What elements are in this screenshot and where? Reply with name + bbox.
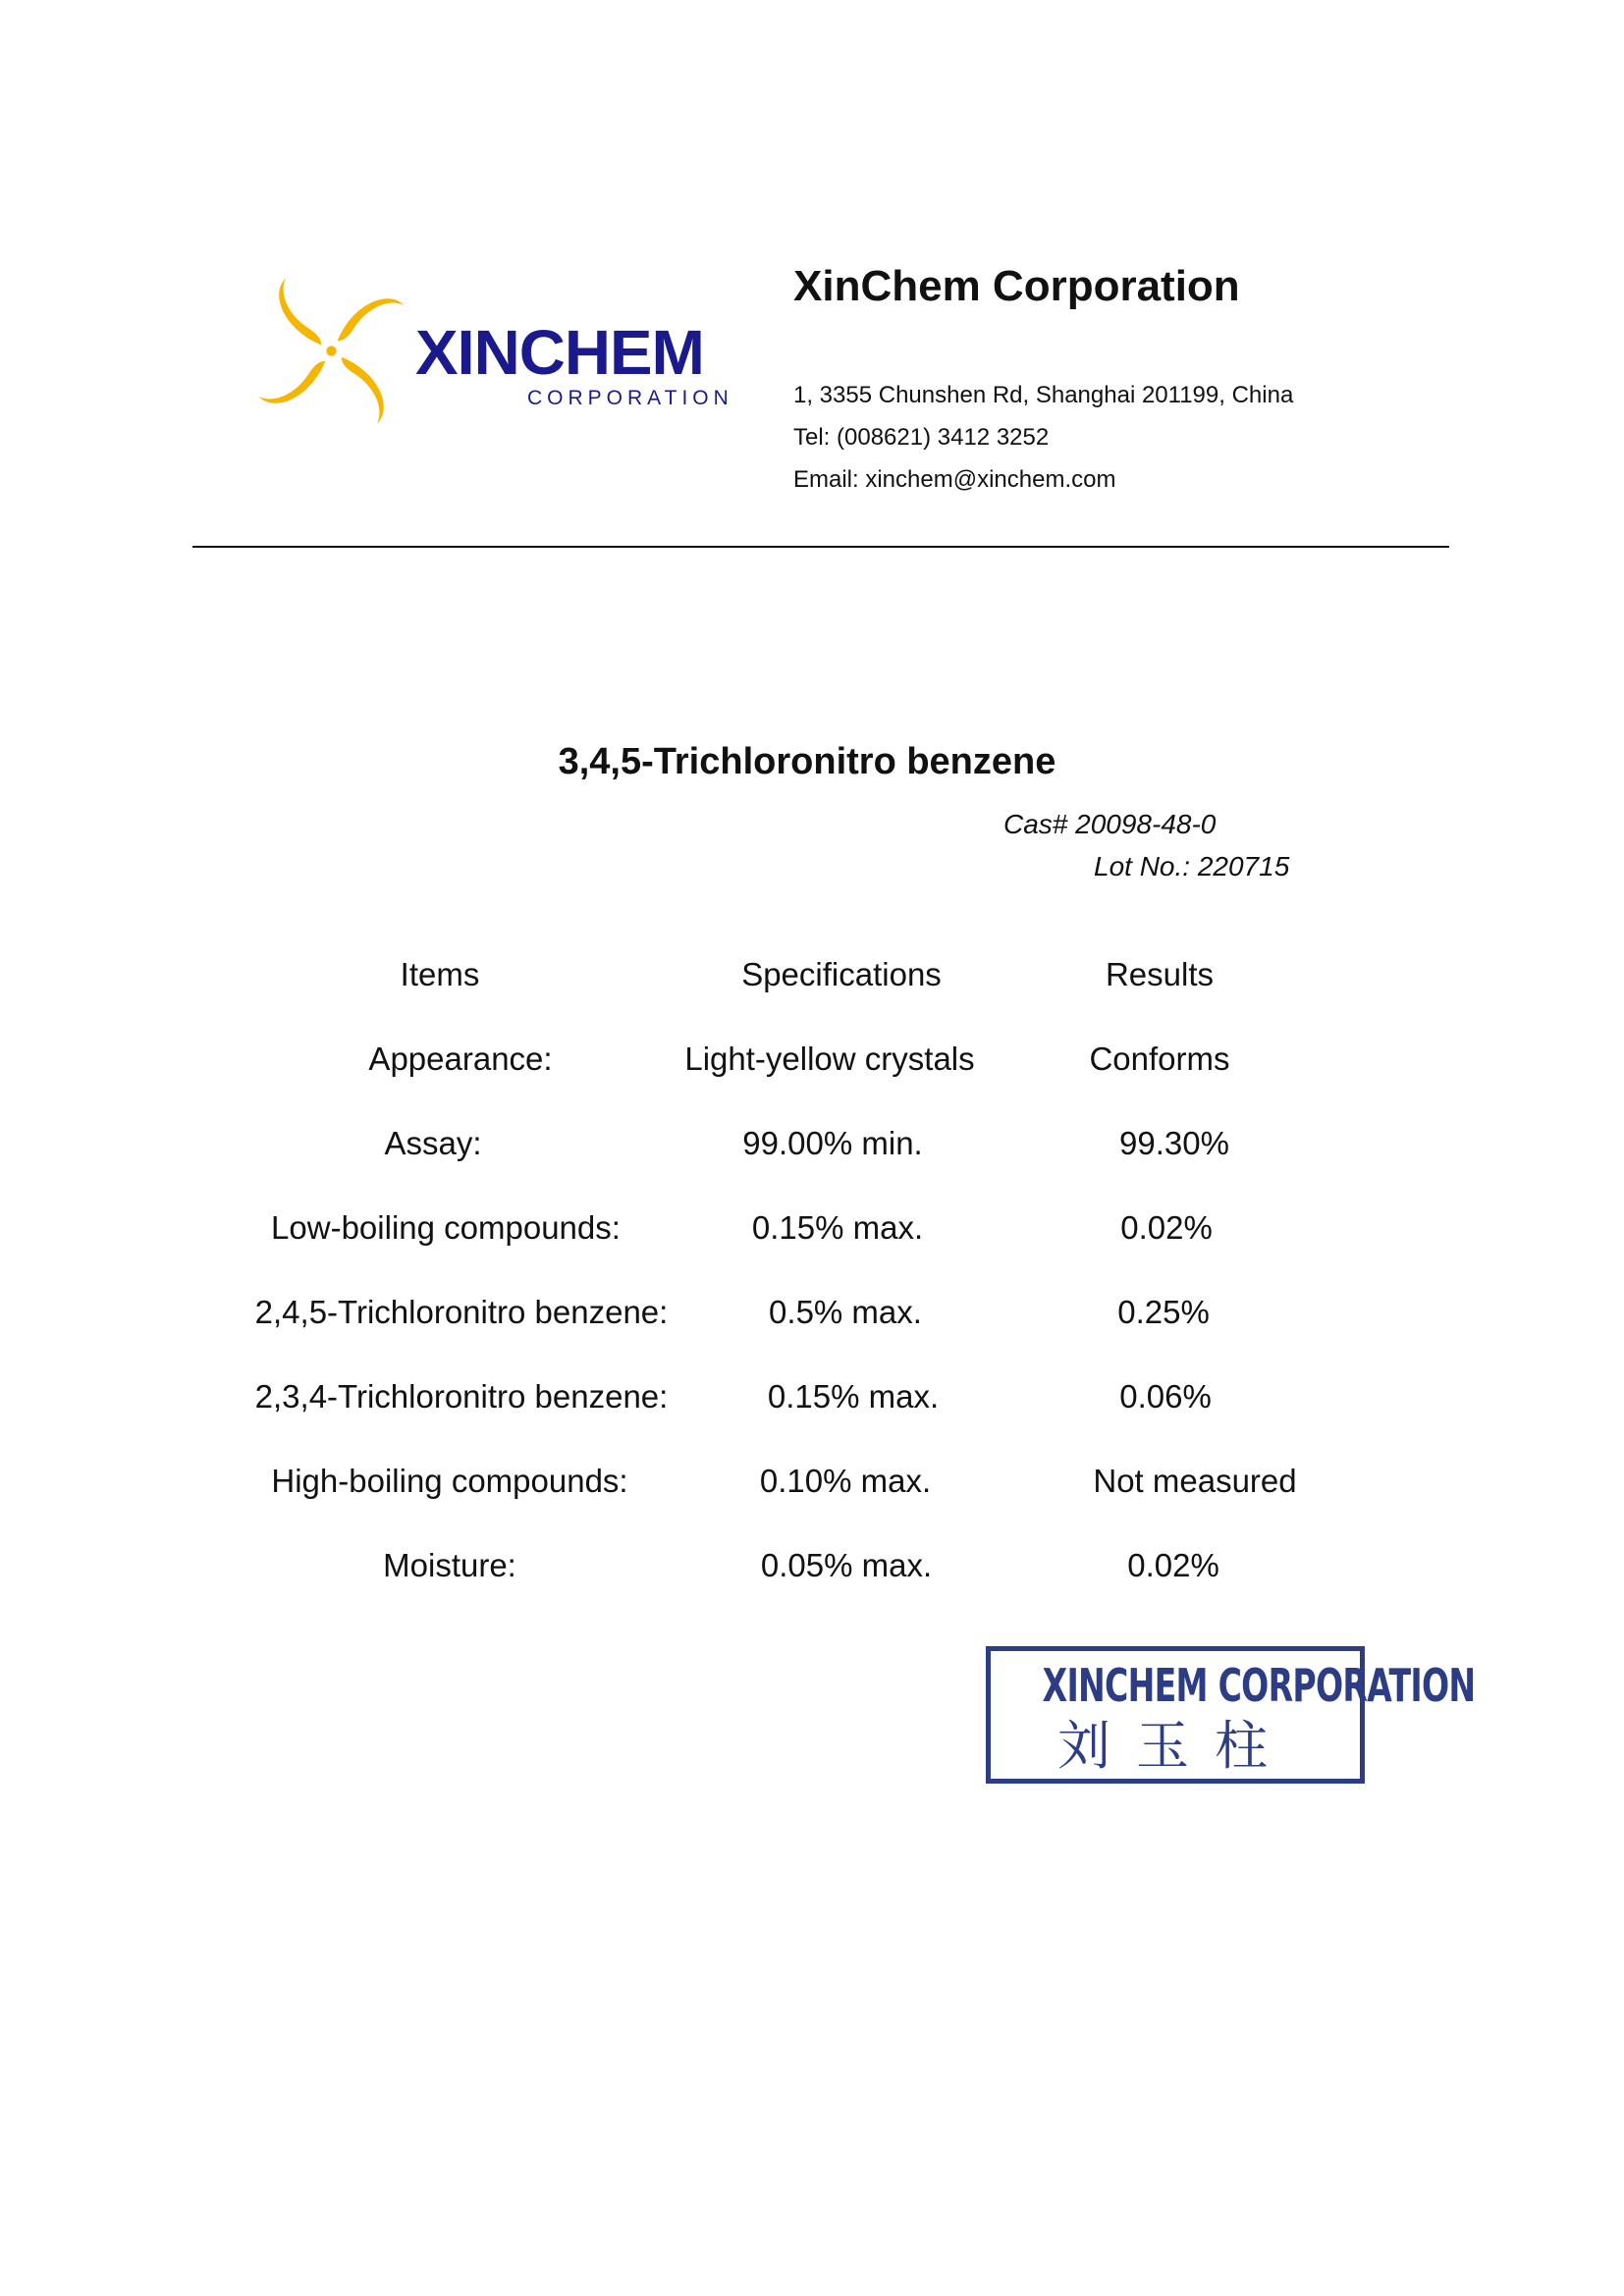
row-spec: 0.15% max. bbox=[767, 1378, 940, 1415]
stamp-company-name: XINCHEM CORPORATION bbox=[1042, 1659, 1476, 1712]
cas-number: Cas# 20098-48-0 bbox=[1003, 809, 1217, 839]
row-item: Moisture: bbox=[383, 1547, 516, 1583]
row-item: Appearance: bbox=[368, 1041, 553, 1077]
row-item: 2,4,5-Trichloronitro benzene: bbox=[254, 1294, 669, 1330]
pinwheel-swirl-icon bbox=[250, 270, 412, 432]
product-title-text: 3,4,5-Trichloronitro benzene bbox=[558, 741, 1056, 782]
row-result: 0.25% bbox=[1117, 1294, 1210, 1330]
header-divider bbox=[192, 546, 1449, 548]
logo-wordmark: XINCHEM bbox=[415, 317, 704, 388]
row-item: Low-boiling compounds: bbox=[271, 1209, 621, 1246]
company-email: Email: xinchem@xinchem.com bbox=[793, 466, 1116, 493]
row-item: 2,3,4-Trichloronitro benzene: bbox=[254, 1378, 669, 1415]
company-stamp bbox=[986, 1646, 1476, 1784]
row-spec: 0.05% max. bbox=[760, 1547, 933, 1583]
product-title bbox=[0, 743, 1624, 780]
column-header-specifications: Specifications bbox=[741, 956, 942, 992]
row-item: High-boiling compounds: bbox=[271, 1463, 628, 1499]
row-result: 0.06% bbox=[1119, 1378, 1212, 1415]
row-spec: 0.10% max. bbox=[759, 1463, 932, 1499]
column-header-results: Results bbox=[1105, 956, 1215, 992]
row-result: 0.02% bbox=[1120, 1209, 1213, 1246]
row-spec: 0.15% max. bbox=[751, 1209, 924, 1246]
company-logo bbox=[250, 270, 733, 437]
row-spec: 99.00% min. bbox=[742, 1125, 923, 1161]
company-name: XinChem Corporation bbox=[793, 262, 1240, 310]
row-result: 99.30% bbox=[1119, 1125, 1229, 1161]
stamp-signatory-name: 刘玉柱 bbox=[1057, 1715, 1293, 1777]
row-spec: 0.5% max. bbox=[769, 1294, 922, 1330]
row-result: 0.02% bbox=[1127, 1547, 1219, 1583]
lot-number: Lot No.: 220715 bbox=[1094, 851, 1290, 881]
column-header-items: Items bbox=[400, 956, 480, 992]
company-address: 1, 3355 Chunshen Rd, Shanghai 201199, China bbox=[793, 382, 1294, 408]
row-spec: Light-yellow crystals bbox=[684, 1041, 975, 1077]
company-tel: Tel: (008621) 3412 3252 bbox=[793, 424, 1050, 451]
row-result: Conforms bbox=[1089, 1041, 1230, 1077]
row-item: Assay: bbox=[384, 1125, 482, 1161]
logo-subtitle: CORPORATION bbox=[527, 387, 733, 409]
row-result: Not measured bbox=[1093, 1463, 1297, 1499]
